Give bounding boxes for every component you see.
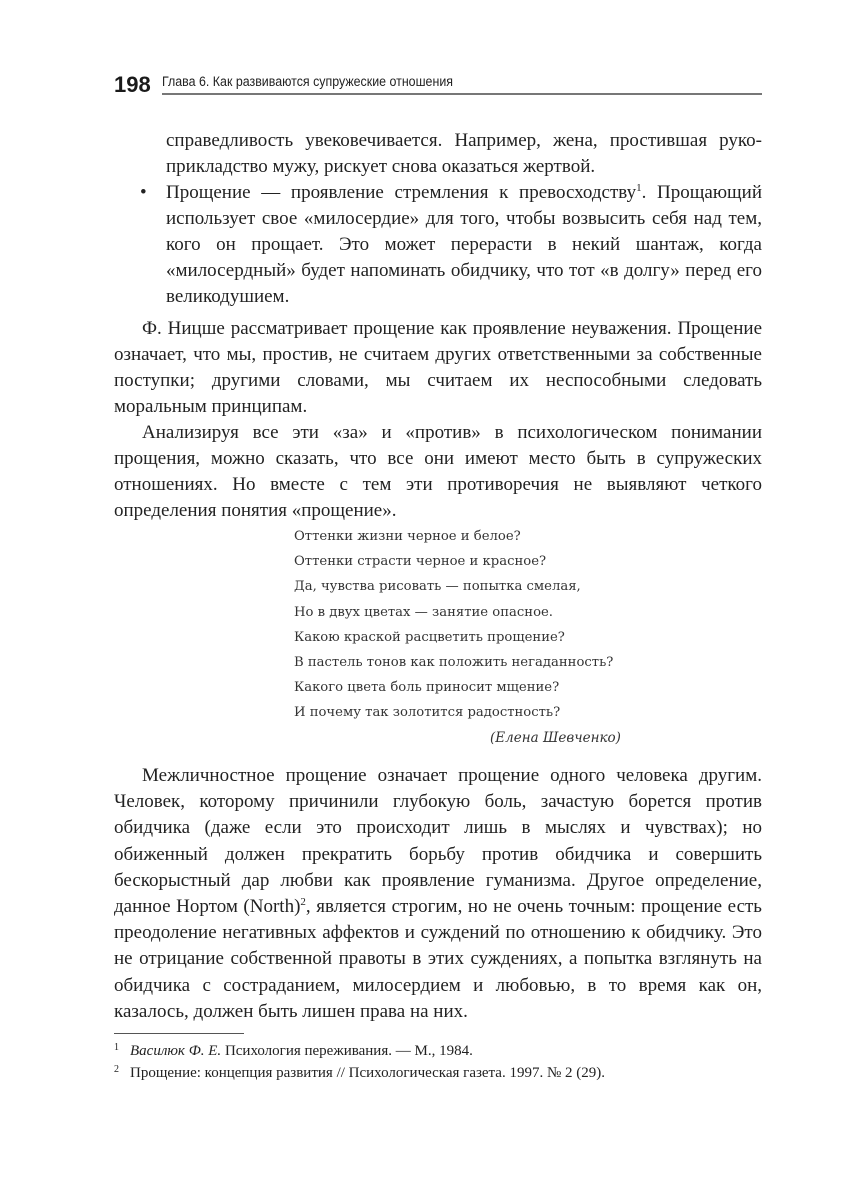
page-number: 198 bbox=[114, 72, 151, 97]
poem-line: И почему так золотится радостность? bbox=[294, 705, 561, 721]
poem-line: Оттенки жизни черное и белое? bbox=[294, 529, 521, 544]
continuation-line: прикладство мужу, рискует снова оказаться жертвой. bbox=[166, 156, 596, 177]
running-title: Глава 6. Как развиваются супружеские отношения bbox=[162, 74, 453, 89]
poem-line: Оттенки страсти черное и красное? bbox=[294, 554, 547, 570]
bullet-icon: • bbox=[140, 182, 147, 203]
poem-line: В пастель тонов как положить негаданность? bbox=[294, 655, 614, 671]
poem-line: Какого цвета боль приносит мщение? bbox=[294, 680, 560, 696]
footnote-number: 1 bbox=[114, 1042, 119, 1053]
footnote-text: Психология переживания. — М., 1984. bbox=[221, 1043, 473, 1059]
footnote-rule bbox=[114, 1033, 244, 1034]
footnote-author: Василюк Ф. Е. bbox=[130, 1043, 222, 1059]
main-text-top bbox=[114, 128, 762, 524]
main-text-bottom bbox=[114, 763, 762, 1025]
page-header bbox=[114, 72, 762, 98]
poem bbox=[294, 524, 624, 726]
footnote-ref-2[interactable]: 2 bbox=[300, 896, 306, 909]
continuation-line: справедливость увековечивается. Например, жена, простившая руко- bbox=[166, 130, 762, 151]
footnote-ref-1[interactable]: 1 bbox=[636, 182, 642, 194]
footnote-number: 2 bbox=[114, 1064, 119, 1075]
footnote-text: Прощение: концепция развития // Психологическая газета. 1997. № 2 (29). bbox=[130, 1065, 606, 1081]
bullet-text-cont: . Прощающий использует свое «милосердие» для того, чтобы возвысить себя над тем, кого он прощает. Это может перерасти в некий шантаж, когда «милосердный» будет напоминать обидчику, что тот «в долгу» перед его великодушием. bbox=[166, 182, 763, 307]
bullet-item bbox=[114, 180, 762, 310]
footnote-2 bbox=[114, 1062, 762, 1084]
poem-line: Какою краской расцветить прощение? bbox=[294, 629, 565, 645]
paragraph-analysis: Анализируя все эти «за» и «против» в психологическом понимании прощения, можно сказать, что все они имеют место быть в супружеских отношениях. Но вместе с тем эти противоречия не выявляют четкого определения понятия «прощение». bbox=[114, 422, 762, 521]
footnote-1 bbox=[114, 1040, 762, 1062]
footnotes bbox=[114, 1040, 762, 1084]
paragraph-text-cont: , является строгим, но не очень точным: прощение есть преодоление негативных аффектов и суждений по отношению к обидчику. Это не отрицание собственной правоты в этих суждениях, а попытка взглянуть на обидчика с состраданием, милосердием и любовью, в то время как он, казалось, должен быть лишен права на них. bbox=[114, 896, 762, 1022]
paragraph-interpersonal bbox=[114, 763, 762, 1025]
poem-line: Но в двух цветах — занятие опасное. bbox=[294, 604, 554, 620]
bullet-text: Прощение — проявление стремления к превосходству bbox=[166, 182, 637, 203]
poem-line: Да, чувства рисовать — попытка смелая, bbox=[294, 579, 581, 595]
poem-author: (Елена Шевченко) bbox=[490, 730, 621, 746]
header-rule bbox=[162, 93, 762, 95]
paragraph-text: Межличностное прощение означает прощение одного человека другим. Человек, которому причинили глубокую боль, зачастую борется против обидчика (даже если это происходит лишь в мыслях и чувствах); но обиженный должен прекратить борьбу против обидчика и совершить бескорыстный дар любви как проявление гуманизма. Другое определение, данное Нортом (North) bbox=[114, 765, 762, 918]
paragraph-nietzsche: Ф. Ницше рассматривает прощение как проявление неуважения. Прощение означает, что мы, простив, не считаем других ответственными за собственные поступки; другими словами, мы считаем их неспособными следовать моральным принципам. bbox=[114, 318, 762, 417]
